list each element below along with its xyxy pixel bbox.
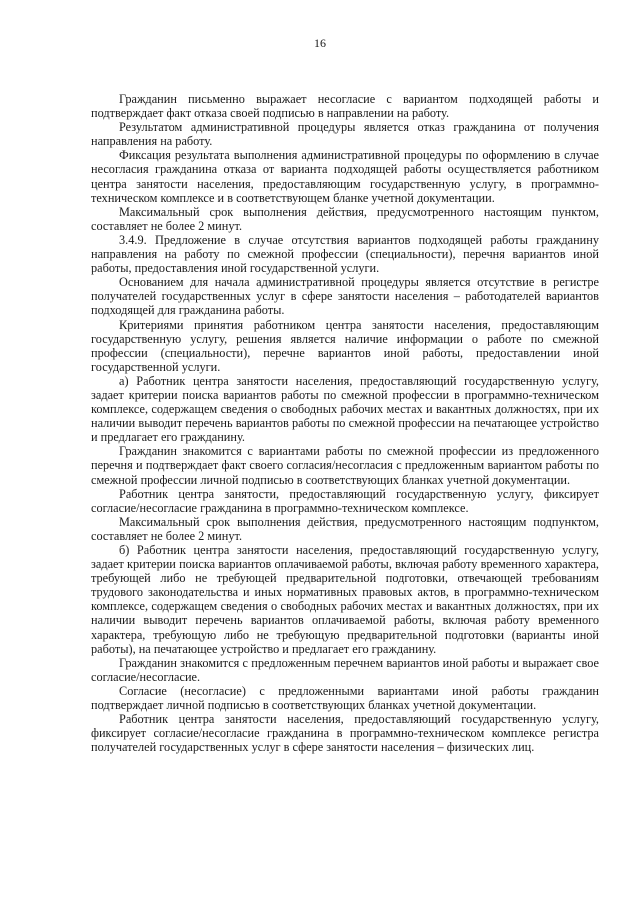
paragraph: Результатом административной процедуры является отказ гражданина от получения направления на работу. — [91, 120, 599, 149]
paragraph: Основанием для начала административной процедуры является отсутствие в регистре получателей государственных услуг в сфере занятости населения – работодателей вариантов подходящей для гражданина работы. — [91, 275, 599, 318]
paragraph: Гражданин знакомится с предложенным перечнем вариантов иной работы и выражает свое согласие/несогласие. — [91, 655, 599, 684]
paragraph: Фиксация результата выполнения административной процедуры по оформлению в случае несогласия гражданина отказа от варианта подходящей работы осуществляется работником центра занятости населения, предоставляющим государственную услугу, в программно-техническом комплексе и в соответствующем бланке учетной документации. — [91, 148, 599, 205]
paragraph-item-b: б) Работник центра занятости населения, предоставляющий государственную услугу, задает критерии поиска вариантов оплачиваемой работы, включая работу временного характера, требующей либо не требующей предварительной подготовки, отвечающей требованиям трудового законодательства и иных нормативных правовых актов, в программно-техническом комплексе, содержащем сведения о свободных рабочих местах и вакантных должностях, при их наличии выводит перечень вариантов оплачиваемой работы, включая работу временного характера, требующую либо не требующую предварительной подготовки (варианты иной работы), на печатающее устройство и предлагает его гражданину. — [91, 543, 599, 656]
page-number: 16 — [314, 36, 326, 50]
paragraph: Согласие (несогласие) с предложенными вариантами иной работы гражданин подтверждает личной подписью в соответствующих бланках учетной документации. — [91, 683, 599, 713]
section-heading-3-4-9: 3.4.9. Предложение в случае отсутствия вариантов подходящей работы гражданину направления на работу по смежной профессии (специальности), перечня вариантов иной работы, предоставления иной государственной услуги. — [91, 232, 599, 276]
paragraph: Гражданин знакомится с вариантами работы по смежной профессии из предложенного перечня и подтверждает факт своего согласия/несогласия с предложенным вариантом работы по смежной профессии личной подписью в соответствующих бланках учетной документации. — [91, 444, 599, 487]
paragraph: Максимальный срок выполнения действия, предусмотренного настоящим подпунктом, составляет не более 2 минут. — [91, 514, 599, 543]
paragraph: Гражданин письменно выражает несогласие с вариантом подходящей работы и подтверждает факт отказа своей подписью в направлении на работу. — [91, 92, 599, 121]
paragraph: Критериями принятия работником центра занятости населения, предоставляющим государственную услугу, решения является наличие информации о работе по смежной профессии (специальности), перечне вариантов иной работы, предоставлении иной государственной услуги. — [91, 317, 599, 374]
paragraph: Работник центра занятости, предоставляющий государственную услугу, фиксирует согласие/несогласие гражданина в программно-техническом комплексе. — [91, 486, 599, 515]
paragraph: Максимальный срок выполнения действия, предусмотренного настоящим пунктом, составляет не более 2 минут. — [91, 204, 599, 233]
paragraph: Работник центра занятости населения, предоставляющий государственную услугу, фиксирует согласие/несогласие гражданина в программно-техническом комплексе регистра получателей государственных услуг в сфере занятости населения – физических лиц. — [91, 712, 599, 755]
document-body — [91, 92, 599, 754]
paragraph-item-a: а) Работник центра занятости населения, предоставляющий государственную услугу, задает критерии поиска вариантов работы по смежной профессии в программно-техническом комплексе, содержащем сведения о свободных рабочих местах и вакантных должностях, при их наличии выводит перечень вариантов работы по смежной профессии на печатающее устройство и предлагает его гражданину. — [91, 373, 599, 445]
